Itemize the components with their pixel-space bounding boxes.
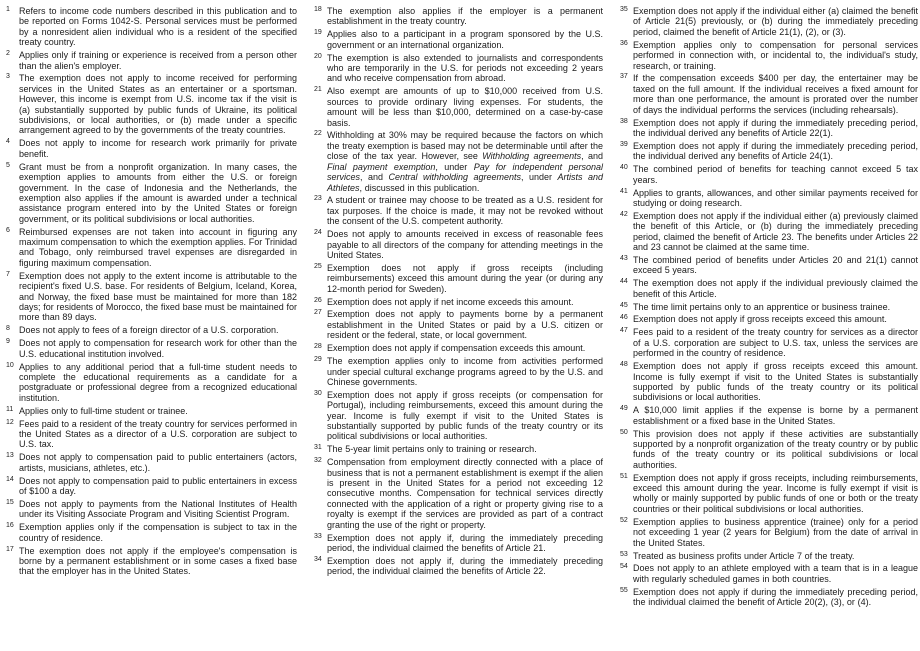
footnote-text: Exemption does not apply if, during the immediately preceding period, the individual claimed the benefits of Article 21. <box>327 532 603 553</box>
footnote-text: Exemption does not apply if the individual either (a) claimed the benefit of Article 21(5) previously, or (b) during the immediately preceding period, claimed the benefit of Article 21(1), (2), or (3). <box>633 6 918 37</box>
footnote-number: 28 <box>314 343 322 351</box>
footnote-item <box>619 327 918 358</box>
footnote-item <box>5 271 297 323</box>
footnote-text-italic-segment: Artists and Athletes <box>327 172 604 193</box>
footnote-text: Exemption does not apply if gross receipts (including reimbursements) exceed this amount during the year (or during any 12-month period for Sweden). <box>327 262 603 294</box>
footnote-item <box>619 429 918 471</box>
footnote-number: 50 <box>620 428 628 436</box>
footnote-text: Exemption does not apply if gross receipts exceed this amount. <box>633 314 887 325</box>
footnote-number: 8 <box>6 325 10 333</box>
footnote-number: 26 <box>314 296 322 304</box>
footnote-text: Exemption applies only to compensation for personal services performed in connection with, or incidental to, the individual's study, research, or training. <box>633 39 918 71</box>
footnote-number: 25 <box>314 262 322 270</box>
footnote-item <box>313 533 603 554</box>
footnote-text: Does not apply to income for research work primarily for private benefit. <box>19 138 297 159</box>
footnote-number: 51 <box>620 472 628 480</box>
footnote-text: Does not apply to compensation paid to public entertainers (actors, artists, musicians, athletes, etc.). <box>19 452 297 473</box>
footnote-item <box>313 130 603 192</box>
footnote-text: Reimbursed expenses are not taken into account in figuring any maximum compensation to which the exemption applies. For Trinidad and Tobago, only reimbursed travel expenses are disregarded in figuring maximum compensation. <box>19 226 297 268</box>
footnote-text: Also exempt are amounts of up to $10,000 received from U.S. sources to provide ordinary living expenses. For students, the amount will be less than $10,000, determined on a case-by-case basis. <box>327 86 603 128</box>
footnote-item <box>313 29 603 50</box>
footnote-text-segment: Withholding at 30% may be required because the factors on which the treaty exemption is based may not be determinable until after the close of the tax year. However, see <box>327 130 603 162</box>
footnote-number: 6 <box>6 226 10 234</box>
footnote-number: 41 <box>620 187 628 195</box>
footnote-number: 22 <box>314 130 322 138</box>
footnote-column-2 <box>313 6 603 610</box>
footnote-number: 14 <box>6 475 14 483</box>
footnote-item <box>313 390 603 442</box>
footnote-text-segment: , and <box>581 151 603 162</box>
footnote-item <box>313 356 603 387</box>
footnote-number: 13 <box>6 452 14 460</box>
footnote-item <box>5 138 297 159</box>
footnote-item <box>619 141 918 162</box>
footnote-item <box>313 457 603 530</box>
footnote-item <box>619 188 918 209</box>
footnote-text: The exemption applies only to income from activities performed under special cultural exchange programs agreed to by the U.S. and Chinese governments. <box>327 356 603 387</box>
footnote-number: 43 <box>620 254 628 262</box>
footnote-number: 45 <box>620 301 628 309</box>
footnote-number: 30 <box>314 389 322 397</box>
footnote-item <box>619 314 918 324</box>
footnote-text: Applies only to full-time student or trainee. <box>19 405 188 416</box>
footnote-item <box>619 6 918 37</box>
footnote-text: Does not apply to compensation for research work for other than the U.S. educational institution involved. <box>19 338 297 359</box>
footnote-number: 12 <box>6 418 14 426</box>
footnote-number: 23 <box>314 195 322 203</box>
footnote-number: 3 <box>6 73 10 81</box>
footnote-number: 7 <box>6 270 10 278</box>
footnote-item <box>313 309 603 340</box>
footnote-item <box>619 563 918 584</box>
footnote-item <box>619 517 918 548</box>
footnote-text: Exemption does not apply if net income exceeds this amount. <box>327 296 574 307</box>
footnote-text: A student or trainee may choose to be treated as a U.S. resident for tax purposes. If the choice is made, it may not be revoked without the consent of the U.S. competent authority. <box>327 195 603 227</box>
footnote-item <box>619 473 918 515</box>
footnote-item <box>313 297 603 307</box>
footnote-number: 32 <box>314 457 322 465</box>
footnote-number: 54 <box>620 563 628 571</box>
footnote-text: Does not apply to fees of a foreign director of a U.S. corporation. <box>19 325 279 336</box>
footnote-number: 42 <box>620 210 628 218</box>
footnote-text: Grant must be from a nonprofit organization. In many cases, the exemption applies to amounts from either the U.S. or foreign government. In the case of Indonesia and the Netherlands, the exemption also applies if the amount is awarded under a technical assistance program entered into by the United States or foreign government, or its political subdivisions or local authorities. <box>19 161 297 224</box>
footnote-text: Exemption does not apply to the extent income is attributable to the recipient's fixed U.S. base. For residents of Belgium, Iceland, Korea, and Norway, the fixed base must be maintained for more than 182 days; for residents of Morocco, the fixed base must be maintained for more than 89 days. <box>19 270 297 323</box>
footnote-number: 11 <box>6 405 14 413</box>
footnote-text: Exemption does not apply if gross receipts (or compensation for Portugal), including reimbursements, exceed this amount during the year. Income is fully exempt if visit to the United States is substantially supported by public funds of the treaty country or its political subdivisions or local authorities. <box>327 389 603 442</box>
footnote-number: 40 <box>620 164 628 172</box>
footnote-item <box>5 452 297 473</box>
footnote-item <box>313 6 603 27</box>
footnote-item <box>619 255 918 276</box>
footnote-item <box>619 302 918 312</box>
footnote-item <box>5 522 297 543</box>
footnote-item <box>619 118 918 139</box>
footnote-number: 46 <box>620 314 628 322</box>
footnote-number: 31 <box>314 444 322 452</box>
footnote-number: 27 <box>314 309 322 317</box>
footnote-text: This provision does not apply if these activities are substantially supported by a nonprofit organization of the treaty country or by public funds of the treaty country or its political subdivisions or local authorities. <box>633 428 918 470</box>
footnote-item <box>5 338 297 359</box>
footnote-number: 48 <box>620 361 628 369</box>
footnote-item <box>619 73 918 115</box>
footnote-text: Exemption does not apply if compensation exceeds this amount. <box>327 343 586 354</box>
footnote-text: The exemption is also extended to journalists and correspondents who are temporarily in the U.S. for periods not exceeding 2 years and who receive compensation from abroad. <box>327 52 603 84</box>
footnote-item <box>313 86 603 128</box>
footnote-item <box>5 227 297 269</box>
footnote-text: Exemption does not apply if during the immediately preceding period, the individual claimed the benefit of Article 20(2), (3), or (4). <box>633 586 918 608</box>
footnote-number: 2 <box>6 50 10 58</box>
footnote-number: 49 <box>620 405 628 413</box>
footnote-number: 47 <box>620 327 628 335</box>
footnote-number: 9 <box>6 338 10 346</box>
footnote-text: If the compensation exceeds $400 per day, the entertainer may be taxed on the full amount. If the individual receives a fixed amount for more than one performance, the amount is prorated over the number of days the individual performs the services (including rehearsals). <box>633 73 918 115</box>
footnote-text: Fees paid to a resident of the treaty country for services performed in the United States as a director of a U.S. corporation are subject to U.S. tax. <box>19 418 297 450</box>
footnote-text: Treated as business profits under Article 7 of the treaty. <box>633 550 855 561</box>
footnote-text: Does not apply to compensation paid to public entertainers in excess of $100 a day. <box>19 475 297 496</box>
footnote-text: Does not apply to payments from the National Institutes of Health under its Visiting Associate Program and Visiting Scientist Program. <box>19 498 297 520</box>
footnote-number: 34 <box>314 555 322 563</box>
footnote-number: 19 <box>314 29 322 37</box>
footnote-number: 44 <box>620 278 628 286</box>
footnote-text: Does not apply to an athlete employed with a team that is in a league with regularly scheduled games in both countries. <box>633 563 918 584</box>
footnote-number: 5 <box>6 161 10 169</box>
footnote-text: The combined period of benefits under Articles 20 and 21(1) cannot exceed 5 years. <box>633 254 918 276</box>
footnote-number: 37 <box>620 73 628 81</box>
footnote-item <box>313 343 603 353</box>
footnote-number: 35 <box>620 6 628 13</box>
footnote-item <box>313 53 603 84</box>
footnote-text: Exemption applies to business apprentice (trainee) only for a period not exceeding 1 year (2 years for Belgium) from the date of arrival in the United States. <box>633 516 918 548</box>
footnote-item <box>619 405 918 426</box>
footnote-item <box>5 73 297 135</box>
footnote-item <box>313 229 603 260</box>
footnote-item <box>5 162 297 224</box>
footnote-text: Fees paid to a resident of the treaty country for services as a director of a U.S. corporation are subject to U.S. tax, unless the services are performed in the country of residence. <box>633 327 918 359</box>
footnote-text: Exemption does not apply if, during the immediately preceding period, the individual claimed the benefits of Article 22. <box>327 555 603 577</box>
footnote-text: Exemption does not apply to payments borne by a permanent establishment in the United States or paid by a U.S. citizen or resident or the federal, state, or local government. <box>327 309 603 341</box>
footnote-number: 10 <box>6 361 14 369</box>
footnote-text: Does not apply to amounts received in excess of reasonable fees payable to all directors of the company for attending meetings in the United States. <box>327 229 603 260</box>
footnote-column-3 <box>619 6 918 610</box>
footnote-item <box>313 263 603 294</box>
footnote-number: 18 <box>314 6 322 13</box>
footnote-text: The exemption does not apply to income received for performing services in the United States as an entertainer or a sportsman. However, this income is exempt from U.S. income tax if the visit is (a) substantially supported by public funds of Ukraine, its political subdivisions, or local authorities, or (b) made under a specific arrangement agreed to by the governments of the treaty countries. <box>19 73 297 136</box>
footnote-text-segment: , and <box>360 172 389 183</box>
footnote-text: Applies to any additional period that a full-time student needs to complete the educational requirements as a candidate for a postgraduate or professional degree from a recognized educational institution. <box>19 361 297 403</box>
footnote-number: 16 <box>6 522 14 530</box>
footnote-item <box>313 195 603 226</box>
footnote-item <box>313 444 603 454</box>
footnote-item <box>619 551 918 561</box>
footnote-text-italic-segment: Pay for independent personal services <box>327 161 604 183</box>
footnote-text-segment: , discussed in this publication. <box>359 182 480 193</box>
footnote-item <box>5 325 297 335</box>
footnote-number: 1 <box>6 6 10 13</box>
footnote-text: Compensation from employment directly connected with a place of business that is not a permanent establishment is exempt if the alien is present in the United States for a period not exceeding 12 consecutive months. Compensation for technical services directly connected with the application of a right or property giving rise to a royalty is exempt if the services are provided as part of a contract granting the use of the right or property. <box>327 457 603 530</box>
footnote-text: Exemption does not apply if during the immediately preceding period, the individual derived any benefits of Article 24(1). <box>633 140 918 162</box>
footnote-text: The exemption does not apply if the employee's compensation is borne by a permanent establishment or in some cases a fixed base that the employer has in the United States. <box>19 545 297 577</box>
footnote-number: 24 <box>314 229 322 237</box>
footnote-text: Exemption does not apply if gross receipts, including reimbursements, exceed this amount during the year. Income is fully exempt if visit is wholly or mainly supported by public funds of one or both or the treaty countries or their political subdivisions or local authorities. <box>633 472 918 514</box>
footnote-item <box>619 40 918 71</box>
footnote-text: The exemption does not apply if the individual previously claimed the benefit of this Article. <box>633 278 918 299</box>
footnote-text-segment: , under <box>435 161 474 172</box>
footnote-text: The 5-year limit pertains only to training or research. <box>327 444 537 455</box>
footnote-number: 39 <box>620 140 628 148</box>
footnote-number: 29 <box>314 356 322 364</box>
footnote-number: 4 <box>6 138 10 146</box>
footnote-number: 36 <box>620 39 628 47</box>
footnote-text-italic-segment: Final payment exemption <box>327 161 436 172</box>
footnote-number: 33 <box>314 532 322 540</box>
footnote-number: 52 <box>620 516 628 524</box>
footnote-item <box>5 499 297 520</box>
footnote-item <box>5 362 297 404</box>
footnote-text-segment: , under <box>521 172 558 183</box>
footnote-text: Exemption does not apply if during the immediately preceding period, the individual derived any benefits of Article 22(1). <box>633 117 918 138</box>
footnote-text: Applies only if training or experience is received from a person other than the alien's employer. <box>19 50 297 71</box>
footnote-text-italic-segment: Withholding agreements <box>482 151 582 162</box>
footnote-number: 21 <box>314 86 322 94</box>
footnote-item <box>619 361 918 403</box>
footnote-text: The exemption also applies if the employer is a permanent establishment in the treaty country. <box>327 6 603 27</box>
footnote-text-italic-segment: Central withholding agreements <box>388 172 522 183</box>
footnote-item <box>619 587 918 608</box>
footnote-number: 17 <box>6 545 14 553</box>
footnote-column-1 <box>5 6 297 610</box>
footnote-text: Applies to grants, allowances, and other similar payments received for studying or doing research. <box>633 187 918 208</box>
footnote-item <box>619 164 918 185</box>
footnote-item <box>5 406 297 416</box>
footnote-item <box>5 419 297 450</box>
footnote-text: Refers to income code numbers described in this publication and to be reported on Forms 1042-S. Personal services must be performed by a nonresident alien individual who is a resident of the specified treaty country. <box>19 6 297 48</box>
footnote-item <box>619 278 918 299</box>
footnote-item <box>5 6 297 48</box>
footnote-number: 20 <box>314 52 322 60</box>
footnote-text: Exemption applies only if the compensation is subject to tax in the country of residence. <box>19 522 297 543</box>
footnote-number: 38 <box>620 117 628 125</box>
footnote-item <box>5 476 297 497</box>
footnote-item <box>619 211 918 253</box>
footnote-item <box>313 556 603 577</box>
footnote-text: Exemption does not apply if gross receipts exceed this amount. Income is fully exempt if visit to the United States is substantially supported by public funds of the treaty country or its political subdivisions or local authorities. <box>633 361 918 403</box>
footnote-text: Applies also to a participant in a program sponsored by the U.S. government or an international organization. <box>327 29 603 50</box>
footnote-number: 53 <box>620 550 628 558</box>
footnote-number: 55 <box>620 586 628 594</box>
footnote-text: The time limit pertains only to an apprentice or business trainee. <box>633 301 891 312</box>
footnote-number: 15 <box>6 498 14 506</box>
footnote-text: Exemption does not apply if the individual either (a) previously claimed the benefit of this Article, or (b) during the immediately preceding period, claimed the benefit of Article 23. The benefits under Articles 22 and 23 cannot be claimed at the same time. <box>633 210 918 253</box>
footnote-item <box>5 546 297 577</box>
footnote-item <box>5 50 297 71</box>
footnote-text: A $10,000 limit applies if the expense is borne by a permanent establishment or a fixed base in the United States. <box>633 405 918 426</box>
footnote-text: The combined period of benefits for teaching cannot exceed 5 tax years. <box>633 164 918 185</box>
footnote-text <box>327 130 603 192</box>
